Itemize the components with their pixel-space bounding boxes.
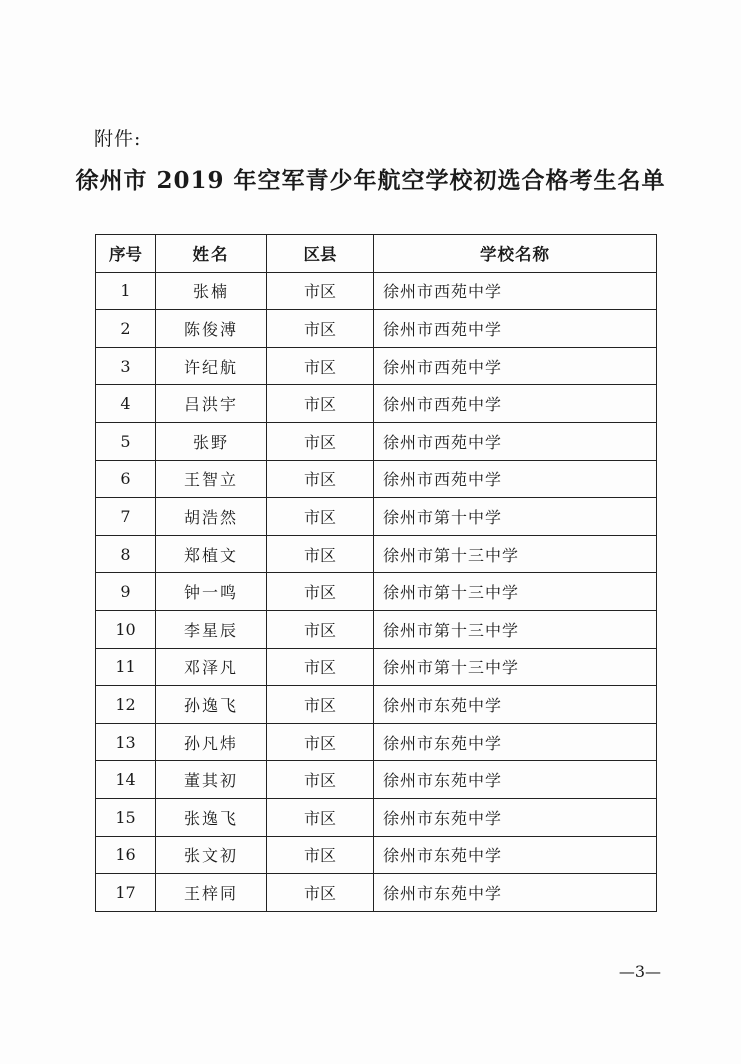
cell-school: 徐州市西苑中学 — [374, 347, 657, 385]
cell-district: 市区 — [267, 498, 374, 536]
cell-school: 徐州市东苑中学 — [374, 761, 657, 799]
cell-index: 2 — [96, 310, 156, 348]
table-row — [96, 460, 657, 498]
cell-district: 市区 — [267, 422, 374, 460]
cell-name: 邓泽凡 — [156, 648, 267, 686]
cell-district: 市区 — [267, 347, 374, 385]
cell-school: 徐州市西苑中学 — [374, 310, 657, 348]
cell-school: 徐州市东苑中学 — [374, 874, 657, 912]
page-number: —3— — [618, 962, 661, 981]
table-row — [96, 686, 657, 724]
cell-name: 钟一鸣 — [156, 573, 267, 611]
attachment-label: 附件: — [94, 128, 142, 150]
cell-name: 张文初 — [156, 836, 267, 874]
table-body — [96, 272, 657, 911]
cell-district: 市区 — [267, 836, 374, 874]
cell-index: 7 — [96, 498, 156, 536]
cell-index: 9 — [96, 573, 156, 611]
cell-index: 15 — [96, 798, 156, 836]
table-row — [96, 498, 657, 536]
cell-index: 12 — [96, 686, 156, 724]
table-row — [96, 347, 657, 385]
cell-district: 市区 — [267, 648, 374, 686]
cell-name: 李星辰 — [156, 610, 267, 648]
cell-district: 市区 — [267, 610, 374, 648]
cell-school: 徐州市西苑中学 — [374, 272, 657, 310]
table-row — [96, 272, 657, 310]
cell-district: 市区 — [267, 573, 374, 611]
cell-name: 孙逸飞 — [156, 686, 267, 724]
cell-district: 市区 — [267, 460, 374, 498]
cell-index: 8 — [96, 535, 156, 573]
table-row — [96, 573, 657, 611]
table-row — [96, 310, 657, 348]
document-title: 徐州市 2019 年空军青少年航空学校初选合格考生名单 — [75, 167, 666, 194]
cell-name: 胡浩然 — [156, 498, 267, 536]
cell-district: 市区 — [267, 798, 374, 836]
cell-name: 孙凡炜 — [156, 723, 267, 761]
cell-index: 17 — [96, 874, 156, 912]
table-row — [96, 723, 657, 761]
cell-index: 13 — [96, 723, 156, 761]
cell-school: 徐州市西苑中学 — [374, 385, 657, 423]
table-row — [96, 422, 657, 460]
cell-school: 徐州市东苑中学 — [374, 798, 657, 836]
header-school: 学校名称 — [374, 235, 657, 273]
cell-school: 徐州市第十三中学 — [374, 573, 657, 611]
cell-name: 郑植文 — [156, 535, 267, 573]
cell-name: 张逸飞 — [156, 798, 267, 836]
cell-school: 徐州市第十中学 — [374, 498, 657, 536]
cell-school: 徐州市西苑中学 — [374, 460, 657, 498]
table-row — [96, 648, 657, 686]
cell-school: 徐州市东苑中学 — [374, 723, 657, 761]
cell-name: 陈俊溥 — [156, 310, 267, 348]
table-row — [96, 874, 657, 912]
cell-district: 市区 — [267, 874, 374, 912]
cell-district: 市区 — [267, 761, 374, 799]
cell-district: 市区 — [267, 686, 374, 724]
cell-district: 市区 — [267, 385, 374, 423]
header-index: 序号 — [96, 235, 156, 273]
cell-name: 许纪航 — [156, 347, 267, 385]
cell-school: 徐州市西苑中学 — [374, 422, 657, 460]
cell-index: 4 — [96, 385, 156, 423]
cell-index: 14 — [96, 761, 156, 799]
cell-school: 徐州市第十三中学 — [374, 610, 657, 648]
cell-index: 1 — [96, 272, 156, 310]
cell-index: 3 — [96, 347, 156, 385]
cell-district: 市区 — [267, 535, 374, 573]
header-district: 区县 — [267, 235, 374, 273]
cell-school: 徐州市东苑中学 — [374, 836, 657, 874]
cell-index: 16 — [96, 836, 156, 874]
cell-district: 市区 — [267, 272, 374, 310]
cell-index: 11 — [96, 648, 156, 686]
cell-name: 王智立 — [156, 460, 267, 498]
cell-district: 市区 — [267, 310, 374, 348]
header-name: 姓名 — [156, 235, 267, 273]
table-row — [96, 798, 657, 836]
table-row — [96, 761, 657, 799]
table-row — [96, 610, 657, 648]
candidate-table — [95, 234, 657, 912]
cell-index: 6 — [96, 460, 156, 498]
cell-school: 徐州市第十三中学 — [374, 535, 657, 573]
cell-district: 市区 — [267, 723, 374, 761]
table-row — [96, 385, 657, 423]
table-row — [96, 836, 657, 874]
cell-index: 10 — [96, 610, 156, 648]
cell-name: 吕洪宇 — [156, 385, 267, 423]
cell-school: 徐州市东苑中学 — [374, 686, 657, 724]
cell-name: 张楠 — [156, 272, 267, 310]
table-row — [96, 535, 657, 573]
cell-name: 王梓同 — [156, 874, 267, 912]
cell-index: 5 — [96, 422, 156, 460]
table-header-row — [96, 235, 657, 273]
cell-school: 徐州市第十三中学 — [374, 648, 657, 686]
cell-name: 张野 — [156, 422, 267, 460]
cell-name: 董其初 — [156, 761, 267, 799]
